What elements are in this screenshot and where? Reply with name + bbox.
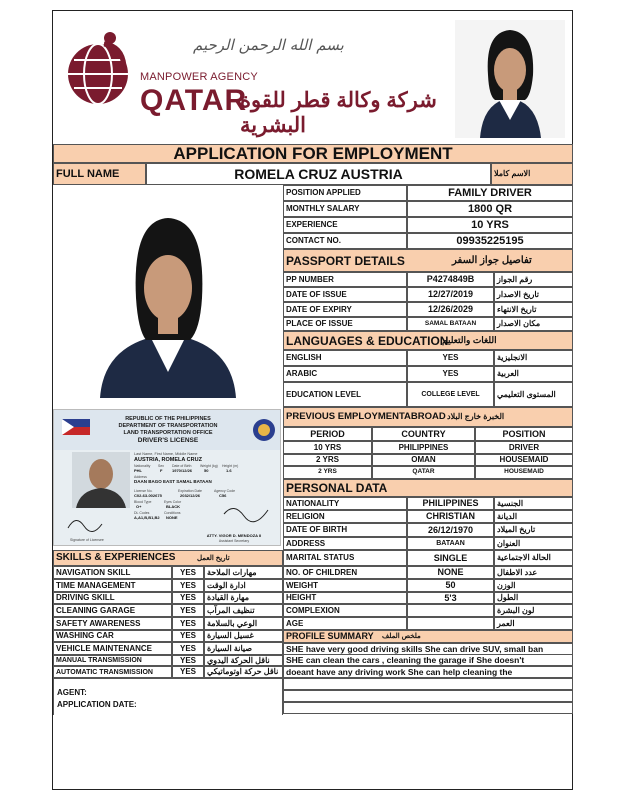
agent-label: AGENT: (57, 688, 87, 697)
skill-value: YES (172, 604, 204, 617)
skill-value: YES (172, 566, 204, 579)
skill-arabic: ناقل الحركة اليدوي (204, 655, 283, 666)
skill-arabic: ناقل حركة اوتوماتيكي (204, 666, 283, 678)
personal-value: 26/12/1970 (407, 523, 494, 537)
license-blood-caption: Blood Type (134, 500, 152, 504)
license-conditions-caption: Conditions (164, 511, 181, 515)
passport-label: DATE OF ISSUE (283, 287, 407, 302)
agency-logo (64, 30, 132, 110)
personal-value (407, 604, 494, 617)
languages-heading-arabic: اللغات والتعليم (442, 335, 497, 345)
position-value: 10 YRS (407, 217, 573, 233)
license-dob: 1970/12/26 (172, 468, 193, 473)
personal-value: SINGLE (407, 550, 494, 566)
personal-value: 50 (407, 579, 494, 592)
profile-summary-empty-line (283, 702, 573, 714)
language-arabic: المستوى التعليمي (494, 382, 573, 407)
personal-arabic: العنوان (494, 537, 573, 550)
skill-label: VEHICLE MAINTENANCE (53, 642, 172, 655)
language-label: ARABIC (283, 366, 407, 382)
passport-value: SAMAL BATAAN (407, 317, 494, 331)
passport-heading-arabic: تفاصيل جواز السفر (452, 254, 532, 266)
passport-heading: PASSPORT DETAILS (283, 249, 573, 272)
personal-arabic: الحالة الاجتماعية (494, 550, 573, 566)
position-label: CONTACT NO. (283, 233, 407, 249)
skill-value: YES (172, 642, 204, 655)
personal-arabic: العمر (494, 617, 573, 630)
personal-value: 5'3 (407, 592, 494, 604)
previous-column-header: POSITION (475, 427, 573, 441)
skill-arabic: مهارات الملاحة (204, 566, 283, 579)
language-arabic: الانجليزية (494, 350, 573, 366)
skill-value: YES (172, 666, 204, 678)
skill-value: YES (172, 630, 204, 642)
previous-column-header: PERIOD (283, 427, 372, 441)
license-dl-caption: DL Codes (134, 511, 150, 515)
language-value: YES (407, 366, 494, 382)
profile-summary-arabic: ملخص الملف (382, 633, 421, 640)
passport-label: PLACE OF ISSUE (283, 317, 407, 331)
language-arabic: العربية (494, 366, 573, 382)
personal-arabic: الجنسية (494, 497, 573, 510)
previous-cell: 10 YRS (283, 441, 372, 454)
personal-label: WEIGHT (283, 579, 407, 592)
agency-name: QATAR (140, 84, 248, 117)
skill-label: NAVIGATION SKILL (53, 566, 172, 579)
full-name-arabic: الاسم كاملا (491, 163, 573, 185)
position-value: 09935225195 (407, 233, 573, 249)
language-value: COLLEGE LEVEL (407, 382, 494, 407)
license-sex-caption: Sex (158, 464, 165, 468)
license-eye-caption: Eyes Color (164, 500, 182, 504)
previous-employment-heading: PREVIOUS EMPLOYMENTABROAD (283, 407, 573, 427)
application-date-label: APPLICATION DATE: (57, 700, 137, 709)
profile-summary-empty-line (283, 678, 573, 690)
license-republic: REPUBLIC OF THE PHILIPPINES (125, 416, 211, 422)
skill-label: AUTOMATIC TRANSMISSION (53, 666, 172, 678)
skill-arabic: غسيل السيارة (204, 630, 283, 642)
previous-cell: 2 YRS (283, 454, 372, 466)
profile-summary-line: SHE can clean the cars , cleaning the garage if She doesn't (283, 654, 573, 666)
personal-arabic: الوزن (494, 579, 573, 592)
personal-label: NATIONALITY (283, 497, 407, 510)
language-label: ENGLISH (283, 350, 407, 366)
agency-arabic-name: شركة وكالة قطر للقوة البشرية (240, 89, 437, 137)
personal-label: AGE (283, 617, 407, 630)
license-dob-caption: Date of Birth (172, 464, 192, 468)
skill-arabic: تنظيف المرآب (204, 604, 283, 617)
previous-cell: DRIVER (475, 441, 573, 454)
personal-data-heading: PERSONAL DATA (283, 479, 573, 497)
profile-summary-line: SHE have very good driving skills She can drive SUV, small ban (283, 643, 573, 655)
passport-arabic: رقم الجواز (494, 272, 573, 287)
license-nat: PHL (134, 468, 142, 473)
full-name-label: FULL NAME (53, 163, 146, 185)
skills-heading: SKILLS & EXPERIENCES (53, 550, 283, 566)
skill-value: YES (172, 592, 204, 604)
skill-label: DRIVING SKILL (53, 592, 172, 604)
license-height-caption: Height (m) (222, 464, 239, 468)
personal-label: MARITAL STATUS (283, 550, 407, 566)
personal-value: BATAAN (407, 537, 494, 550)
license-height: 1.6 (226, 468, 232, 473)
license-weight: 50 (204, 468, 209, 473)
profile-summary-line: doeant have any driving work She can help cleaning the (283, 666, 573, 678)
license-number: C02-63-002675 (134, 493, 162, 498)
passport-arabic: تاريخ الانتهاء (494, 302, 573, 317)
position-label: MONTHLY SALARY (283, 201, 407, 217)
skill-arabic: مهارة القيادة (204, 592, 283, 604)
agency-subtitle: MANPOWER AGENCY (140, 71, 258, 83)
previous-cell: PHILIPPINES (372, 441, 475, 454)
personal-value: NONE (407, 566, 494, 579)
applicant-photo-large (92, 212, 244, 398)
previous-cell: HOUSEMAID (475, 466, 573, 479)
license-agency-caption: Agency Code (214, 489, 236, 493)
license-signer-title: Assistant Secretary (218, 539, 250, 543)
languages-heading: LANGUAGES & EDUCATION (283, 331, 573, 350)
license-sex: F (160, 468, 163, 473)
skill-label: SAFETY AWARENESS (53, 617, 172, 630)
license-weight-caption: Weight (kg) (200, 464, 218, 468)
license-department: DEPARTMENT OF TRANSPORTATION (118, 423, 218, 429)
position-value: FAMILY DRIVER (407, 185, 573, 201)
personal-arabic: لون البشرة (494, 604, 573, 617)
personal-arabic: الطول (494, 592, 573, 604)
license-address: DAAN BAGO EAST SAMAL BATAAN (134, 479, 212, 484)
position-label: POSITION APPLIED (283, 185, 407, 201)
personal-label: DATE OF BIRTH (283, 523, 407, 537)
skills-heading-arabic: تاريخ العمل (197, 554, 230, 562)
license-blood: O+ (136, 504, 142, 509)
skill-label: MANUAL TRANSMISSION (53, 655, 172, 666)
previous-cell: OMAN (372, 454, 475, 466)
drivers-license-image (53, 409, 281, 546)
skill-label: WASHING CAR (53, 630, 172, 642)
personal-arabic: تاريخ الميلاد (494, 523, 573, 537)
license-number-caption: License No. (134, 489, 153, 493)
license-expiry-caption: Expiration Date (178, 489, 202, 493)
skill-arabic: الوعي بالسلامة (204, 617, 283, 630)
profile-summary-empty-line (283, 690, 573, 702)
personal-value (407, 617, 494, 630)
passport-value: 12/27/2019 (407, 287, 494, 302)
license-type: DRIVER'S LICENSE (137, 437, 199, 444)
previous-column-header: COUNTRY (372, 427, 475, 441)
license-name: AUSTRIA, ROMELA CRUZ (134, 457, 202, 463)
skill-label: TIME MANAGEMENT (53, 579, 172, 592)
language-value: YES (407, 350, 494, 366)
skill-value: YES (172, 617, 204, 630)
license-office: LAND TRANSPORTATION OFFICE (123, 430, 213, 436)
personal-arabic: الديانة (494, 510, 573, 523)
skill-value: YES (172, 655, 204, 666)
license-name-caption: Last Name, First Name, Middle Name (134, 452, 198, 456)
previous-cell: HOUSEMAID (475, 454, 573, 466)
form-title: APPLICATION FOR EMPLOYMENT (53, 144, 573, 163)
personal-label: COMPLEXION (283, 604, 407, 617)
profile-summary-heading: PROFILE SUMMARY (283, 630, 573, 643)
license-address-caption: Address (134, 475, 147, 479)
personal-label: ADDRESS (283, 537, 407, 550)
personal-label: RELIGION (283, 510, 407, 523)
personal-label: NO. OF CHILDREN (283, 566, 407, 579)
skill-arabic: صيانة السيارة (204, 642, 283, 655)
passport-label: DATE OF EXPIRY (283, 302, 407, 317)
personal-value: CHRISTIAN (407, 510, 494, 523)
license-signature-caption: Signature of Licensee (70, 538, 104, 542)
passport-arabic: تاريخ الاصدار (494, 287, 573, 302)
skill-label: CLEANING GARAGE (53, 604, 172, 617)
personal-arabic: عدد الاطفال (494, 566, 573, 579)
license-conditions: NONE (166, 515, 178, 520)
full-name-value: ROMELA CRUZ AUSTRIA (146, 163, 491, 185)
language-label: EDUCATION LEVEL (283, 382, 407, 407)
license-signer: ATTY. VIGOR D. MENDOZA II (206, 533, 262, 538)
personal-value: PHILIPPINES (407, 497, 494, 510)
license-dl-codes: A,A1,B,B1,B2 (134, 515, 160, 520)
passport-arabic: مكان الاصدار (494, 317, 573, 331)
license-agency: C56 (219, 493, 227, 498)
passport-value: P4274849B (407, 272, 494, 287)
license-expiry: 2032/12/26 (180, 493, 201, 498)
position-value: 1800 QR (407, 201, 573, 217)
license-nat-caption: Nationality (134, 464, 151, 468)
position-label: EXPERIENCE (283, 217, 407, 233)
license-eye: BLACK (166, 504, 180, 509)
previous-cell: QATAR (372, 466, 475, 479)
previous-cell: 2 YRS (283, 466, 372, 479)
basmala-text: بسم الله الرحمن الرحيم (193, 36, 344, 54)
applicant-photo-small (455, 20, 565, 138)
previous-employment-arabic: الخبرة خارج البلاد (447, 411, 505, 421)
passport-value: 12/26/2029 (407, 302, 494, 317)
skill-value: YES (172, 579, 204, 592)
skill-arabic: ادارة الوقت (204, 579, 283, 592)
passport-label: PP NUMBER (283, 272, 407, 287)
personal-label: HEIGHT (283, 592, 407, 604)
